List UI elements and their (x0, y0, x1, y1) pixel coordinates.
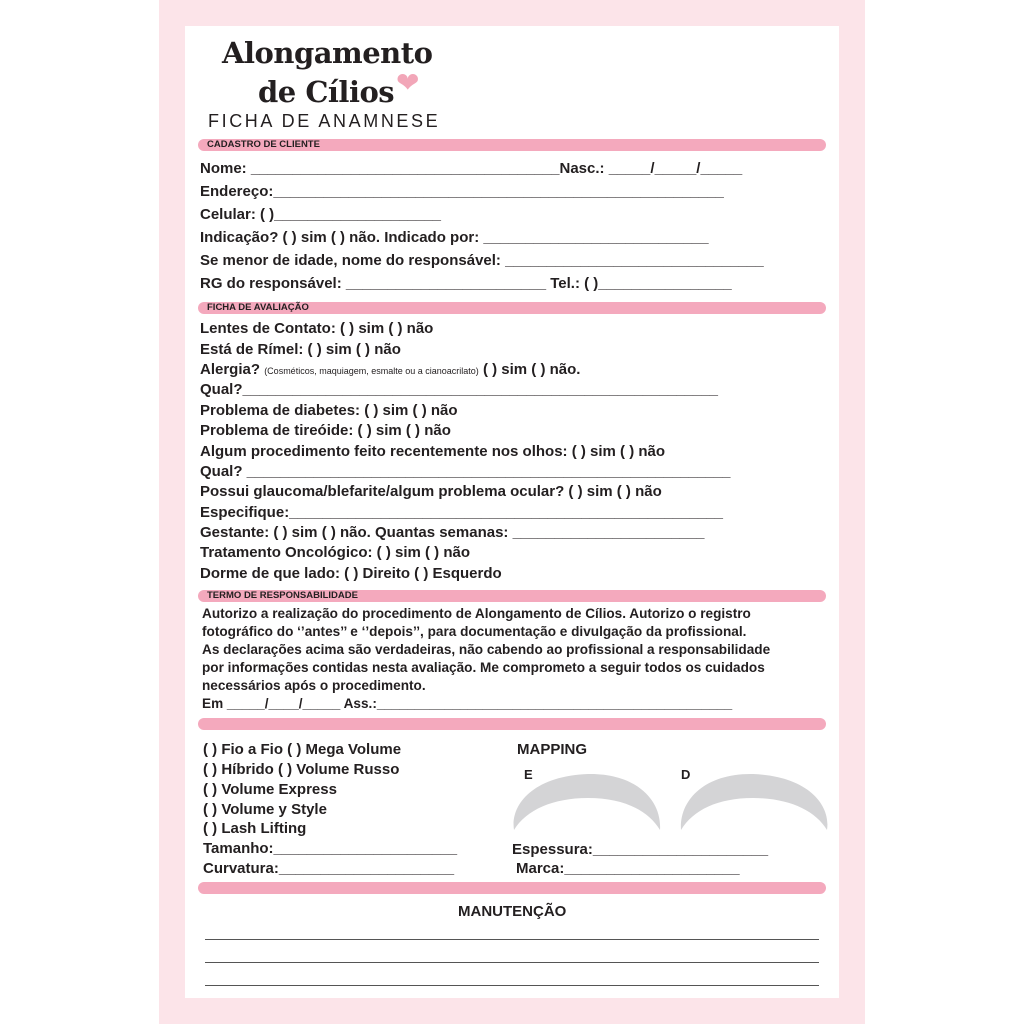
manutencao-line[interactable] (205, 962, 819, 963)
date-signature-field[interactable]: Em _____/____/_____ Ass.:_______________________________________________ (202, 696, 733, 711)
option-volume-express[interactable]: ( ) Volume Express (203, 781, 337, 798)
right-lash-map-icon[interactable] (677, 770, 833, 836)
option-fio-mega[interactable]: ( ) Fio a Fio ( ) Mega Volume (203, 741, 402, 758)
field-procedimento[interactable]: Algum procedimento feito recentemente nos olhos: ( ) sim ( ) não (200, 443, 666, 460)
left-lash-map-icon[interactable] (508, 770, 664, 836)
termo-line: fotográfico do ‘’antes’’ e ‘’depois’’, para documentação e divulgação da profissional. (202, 624, 747, 639)
termo-line: necessários após o procedimento. (202, 678, 426, 693)
mapping-title: MAPPING (517, 741, 588, 758)
field-nome[interactable]: Nome: _____________________________________Nasc.: _____/_____/_____ (200, 160, 743, 177)
manutencao-title: MANUTENÇÃO (458, 903, 567, 920)
termo-text (202, 605, 824, 713)
field-oncologico[interactable]: Tratamento Oncológico: ( ) sim ( ) não (200, 544, 471, 561)
field-rimel[interactable]: Está de Rímel: ( ) sim ( ) não (200, 341, 401, 358)
field-dorme-lado[interactable]: Dorme de que lado: ( ) Direito ( ) Esquerdo (200, 565, 502, 582)
section-title-avaliacao: FICHA DE AVALIAÇÃO (207, 302, 309, 313)
termo-line: por informações contidas nesta avaliação. Me comprometo a seguir todos os cuidados (202, 660, 765, 675)
field-gestante[interactable]: Gestante: ( ) sim ( ) não. Quantas semanas: _______________________ (200, 524, 705, 541)
right-eye-label: D (681, 767, 691, 782)
termo-line: As declarações acima são verdadeiras, não cabendo ao profissional a responsabilidade (202, 642, 771, 657)
field-endereco[interactable]: Endereço:______________________________________________________ (200, 183, 724, 200)
field-lentes[interactable]: Lentes de Contato: ( ) sim ( ) não (200, 320, 434, 337)
form-subtitle: FICHA DE ANAMNESE (208, 111, 441, 131)
divider-bar (198, 718, 826, 730)
field-rg-tel[interactable]: RG do responsável: ________________________ Tel.: ( )________________ (200, 275, 732, 292)
field-tamanho[interactable]: Tamanho:______________________ (203, 840, 458, 857)
alergia-options[interactable]: ( ) sim ( ) não. (482, 361, 581, 378)
field-marca[interactable]: Marca:_____________________ (516, 860, 740, 877)
alergia-note: (Cosméticos, maquiagem, esmalte ou a cianoacrilato) (264, 366, 479, 376)
section-title-cadastro: CADASTRO DE CLIENTE (207, 139, 320, 150)
option-lash-lifting[interactable]: ( ) Lash Lifting (203, 820, 307, 837)
alergia-label: Alergia? (200, 361, 261, 378)
field-tireoide[interactable]: Problema de tireóide: ( ) sim ( ) não (200, 422, 451, 439)
manutencao-line[interactable] (205, 939, 819, 940)
field-responsavel[interactable]: Se menor de idade, nome do responsável: _______________________________ (200, 252, 764, 269)
left-eye-label: E (524, 767, 533, 782)
field-alergia[interactable] (200, 361, 580, 380)
field-glaucoma[interactable]: Possui glaucoma/blefarite/algum problema ocular? ( ) sim ( ) não (200, 483, 662, 500)
field-celular[interactable]: Celular: ( )____________________ (200, 206, 442, 223)
field-alergia-qual[interactable]: Qual?_________________________________________________________ (200, 381, 719, 398)
field-diabetes[interactable]: Problema de diabetes: ( ) sim ( ) não (200, 402, 458, 419)
heart-icon: ❤ (396, 66, 420, 99)
logo-line-2: de Cílios (258, 75, 395, 109)
option-volume-y-style[interactable]: ( ) Volume y Style (203, 801, 327, 818)
termo-line: Autorizo a realização do procedimento de Alongamento de Cílios. Autorizo o registro (202, 606, 751, 621)
section-title-termo: TERMO DE RESPONSABILIDADE (207, 590, 358, 601)
field-indicacao[interactable]: Indicação? ( ) sim ( ) não. Indicado por: ___________________________ (200, 229, 709, 246)
field-especifique[interactable]: Especifique:____________________________________________________ (200, 504, 723, 521)
option-hibrido-russo[interactable]: ( ) Híbrido ( ) Volume Russo (203, 761, 400, 778)
field-curvatura[interactable]: Curvatura:_____________________ (203, 860, 455, 877)
divider-bar (198, 882, 826, 894)
manutencao-line[interactable] (205, 985, 819, 986)
field-procedimento-qual[interactable]: Qual? __________________________________________________________ (200, 463, 731, 480)
logo-line-1: Alongamento (222, 36, 433, 70)
field-espessura[interactable]: Espessura:_____________________ (512, 841, 769, 858)
